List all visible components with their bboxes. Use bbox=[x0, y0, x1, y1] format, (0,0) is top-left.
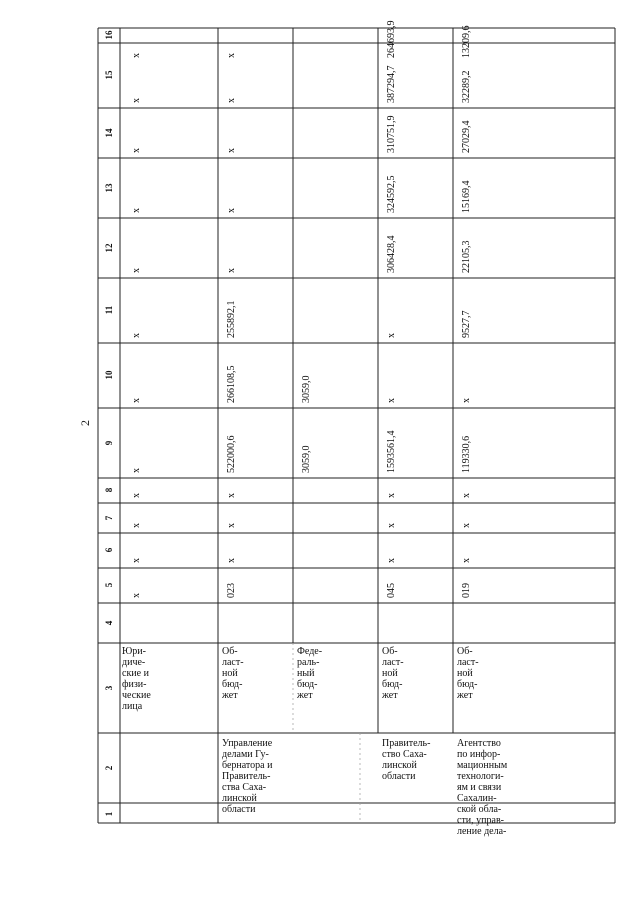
cell-value: x bbox=[226, 268, 237, 273]
cell-executor: Правитель- ство Саха- линской области bbox=[382, 738, 431, 782]
cell-value: x bbox=[461, 558, 472, 563]
cell-value: 3059,0 bbox=[301, 445, 312, 473]
col-header-8: 8 bbox=[104, 487, 114, 493]
cell-value: 255892,1 bbox=[226, 300, 237, 338]
cell-value: 310751,9 bbox=[386, 115, 397, 153]
cell-value: x bbox=[386, 558, 397, 563]
cell-value: x bbox=[131, 333, 142, 338]
cell-value: x bbox=[226, 98, 237, 103]
col-header-10: 10 bbox=[104, 370, 114, 380]
cell-funding-source: Феде- раль- ный бюд- жет bbox=[297, 646, 323, 701]
cell-value: x bbox=[131, 268, 142, 273]
col-header-15: 15 bbox=[104, 70, 114, 80]
cell-value: x bbox=[131, 53, 142, 58]
cell-value: 306428,4 bbox=[386, 235, 397, 273]
cell-value: 119330,6 bbox=[461, 435, 472, 473]
cell-value: x bbox=[131, 208, 142, 213]
cell-code: 019 bbox=[461, 583, 472, 598]
cell-value: x bbox=[131, 558, 142, 563]
cell-value: x bbox=[131, 398, 142, 403]
cell-value: 1593561,4 bbox=[386, 430, 397, 473]
cell-value: 264693,9 bbox=[386, 20, 397, 58]
cell-funding-source: Юри- диче- ские и физи- ческие лица bbox=[122, 646, 151, 712]
cell-value: 27029,4 bbox=[461, 120, 472, 153]
cell-value: 324592,5 bbox=[386, 175, 397, 213]
col-header-13: 13 bbox=[104, 183, 114, 193]
col-header-5: 5 bbox=[104, 582, 114, 588]
cell-value: x bbox=[461, 493, 472, 498]
cell-code: 023 bbox=[226, 583, 237, 598]
col-header-12: 12 bbox=[104, 243, 114, 253]
cell-value: x bbox=[226, 53, 237, 58]
cell-value: x bbox=[386, 523, 397, 528]
cell-value: x bbox=[226, 523, 237, 528]
cell-funding-source: Об- ласт- ной бюд- жет bbox=[222, 646, 244, 701]
cell-value: x bbox=[226, 148, 237, 153]
cell-value: x bbox=[131, 523, 142, 528]
col-header-7: 7 bbox=[104, 515, 114, 521]
cell-value: 15169,4 bbox=[461, 180, 472, 213]
col-header-6: 6 bbox=[104, 547, 114, 553]
cell-value: 13209,6 bbox=[461, 25, 472, 58]
cell-value: x bbox=[226, 208, 237, 213]
cell-value: x bbox=[461, 523, 472, 528]
page-number: 2 bbox=[78, 420, 92, 426]
cell-executor: Агентство по инфор- мационным технологи- ям и связи Сахалин- ской обла- сти, управ- ление дела- bbox=[457, 738, 508, 837]
cell-value: 387294,7 bbox=[386, 65, 397, 103]
col-header-1: 1 bbox=[104, 811, 114, 817]
cell-funding-source: Об- ласт- ной бюд- жет bbox=[382, 646, 404, 701]
col-header-16: 16 bbox=[104, 30, 114, 40]
cell-value: 22105,3 bbox=[461, 240, 472, 273]
cell-value: x bbox=[131, 98, 142, 103]
rotated-budget-table bbox=[98, 20, 615, 837]
cell-value: 32289,2 bbox=[461, 70, 472, 103]
col-header-4: 4 bbox=[104, 620, 114, 626]
cell-executor: Управление делами Гу- бернатора и Правитель- ства Саха- линской области bbox=[222, 738, 273, 815]
col-header-11: 11 bbox=[104, 305, 114, 315]
col-header-9: 9 bbox=[104, 440, 114, 446]
cell-value: 3059,0 bbox=[301, 375, 312, 403]
cell-value: x bbox=[386, 398, 397, 403]
cell-value: 9527,7 bbox=[461, 310, 472, 338]
cell-code: x bbox=[131, 593, 142, 598]
cell-code: 045 bbox=[386, 583, 397, 598]
col-header-14: 14 bbox=[104, 128, 114, 138]
cell-value: x bbox=[131, 468, 142, 473]
cell-value: x bbox=[226, 493, 237, 498]
cell-value: x bbox=[386, 493, 397, 498]
col-header-2: 2 bbox=[104, 765, 114, 771]
cell-value: x bbox=[226, 558, 237, 563]
cell-funding-source: Об- ласт- ной бюд- жет bbox=[457, 646, 479, 701]
cell-value: 266108,5 bbox=[226, 365, 237, 403]
cell-value: x bbox=[461, 398, 472, 403]
cell-value: x bbox=[386, 333, 397, 338]
cell-value: x bbox=[131, 148, 142, 153]
cell-value: 522000,6 bbox=[226, 435, 237, 473]
col-header-3: 3 bbox=[104, 685, 114, 691]
cell-value: x bbox=[131, 493, 142, 498]
